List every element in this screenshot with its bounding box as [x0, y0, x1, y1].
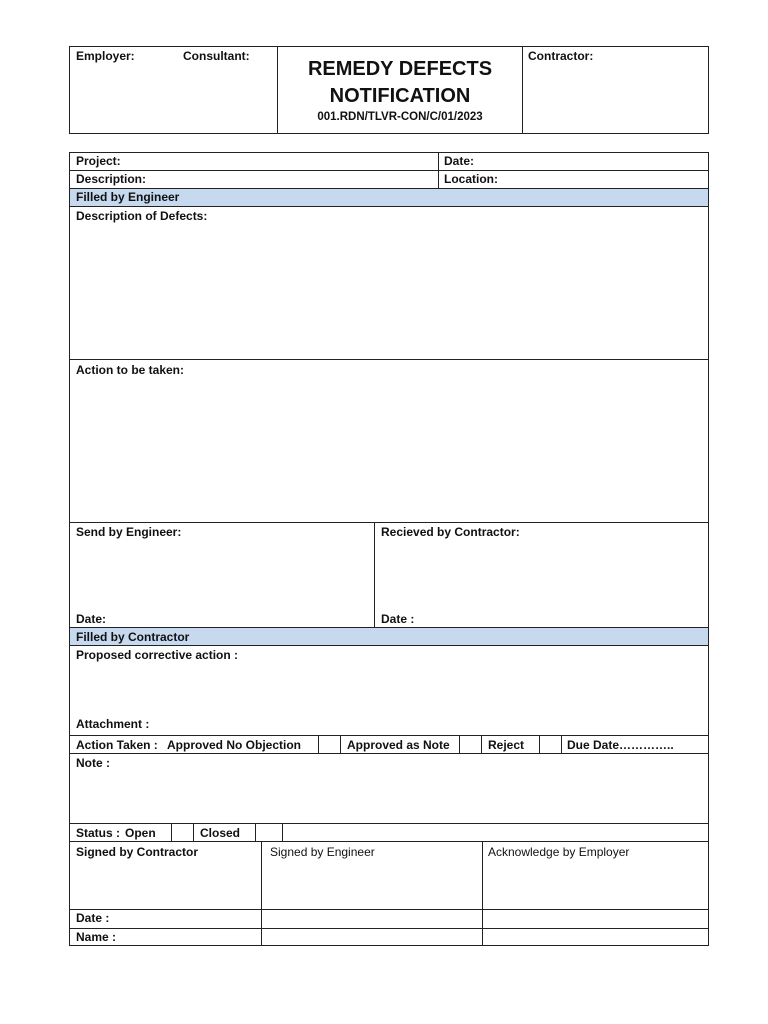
form-box — [69, 152, 709, 946]
signature-divider-right — [482, 841, 483, 946]
approved-as-note-label: Approved as Note — [347, 738, 450, 752]
filled-by-contractor-heading: Filled by Contractor — [76, 630, 190, 644]
row-line — [69, 909, 709, 910]
status-open-label: Open — [125, 826, 156, 840]
row-line — [69, 928, 709, 929]
signature-divider-left — [261, 841, 262, 946]
acknowledge-by-employer-field[interactable]: Acknowledge by Employer — [488, 845, 630, 859]
row-line — [69, 735, 709, 736]
filled-by-engineer-heading: Filled by Engineer — [76, 190, 180, 204]
status-open-checkbox[interactable] — [193, 823, 194, 841]
employer-label: Employer: — [76, 49, 135, 63]
date-field[interactable]: Date: — [444, 154, 475, 168]
reject-checkbox[interactable] — [561, 735, 562, 753]
received-date-field[interactable]: Date : — [381, 612, 415, 626]
approved-as-note-checkbox[interactable] — [481, 735, 482, 753]
checkbox-divider — [171, 823, 172, 841]
approved-no-objection-checkbox[interactable] — [340, 735, 341, 753]
checkbox-divider — [318, 735, 319, 753]
row-line — [69, 645, 709, 646]
signature-name-label: Name : — [76, 930, 117, 944]
send-by-engineer-field[interactable]: Send by Engineer: — [76, 525, 182, 539]
action-taken-label: Action Taken : — [76, 738, 158, 752]
approved-no-objection-label: Approved No Objection — [167, 738, 302, 752]
row-line — [69, 206, 709, 207]
row-line — [69, 753, 709, 754]
description-of-defects-field[interactable]: Description of Defects: — [76, 209, 208, 223]
header-divider-right — [522, 46, 523, 134]
document-title-line1: REMEDY DEFECTS — [307, 58, 493, 80]
signature-date-label: Date : — [76, 911, 110, 925]
row-line — [69, 522, 709, 523]
send-date-field[interactable]: Date: — [76, 612, 107, 626]
consultant-label: Consultant: — [183, 49, 250, 63]
location-field[interactable]: Location: — [444, 172, 498, 186]
contractor-label: Contractor: — [528, 49, 594, 63]
status-label: Status : — [76, 826, 121, 840]
signed-by-contractor-field[interactable]: Signed by Contractor — [76, 845, 199, 859]
description-field[interactable]: Description: — [76, 172, 147, 186]
row-line — [69, 823, 709, 824]
document-code: 001.RDN/TLVR-CON/C/01/2023 — [317, 111, 483, 123]
row-line — [69, 359, 709, 360]
row-line — [69, 841, 709, 842]
signed-by-engineer-field[interactable]: Signed by Engineer — [270, 845, 375, 859]
proposed-corrective-action-field[interactable]: Proposed corrective action : — [76, 648, 239, 662]
checkbox-divider — [539, 735, 540, 753]
status-closed-label: Closed — [200, 826, 241, 840]
reject-label: Reject — [488, 738, 525, 752]
due-date-field[interactable]: Due Date………….. — [567, 738, 674, 752]
document-title-line2: NOTIFICATION — [329, 85, 471, 107]
project-field[interactable]: Project: — [76, 154, 121, 168]
checkbox-divider — [255, 823, 256, 841]
send-received-divider — [374, 522, 375, 627]
received-by-contractor-field[interactable]: Recieved by Contractor: — [381, 525, 520, 539]
note-field[interactable]: Note : — [76, 756, 110, 770]
status-closed-checkbox[interactable] — [282, 823, 283, 841]
row-line — [69, 170, 709, 171]
action-to-be-taken-field[interactable]: Action to be taken: — [76, 363, 185, 377]
checkbox-divider — [459, 735, 460, 753]
attachment-field[interactable]: Attachment : — [76, 717, 150, 731]
